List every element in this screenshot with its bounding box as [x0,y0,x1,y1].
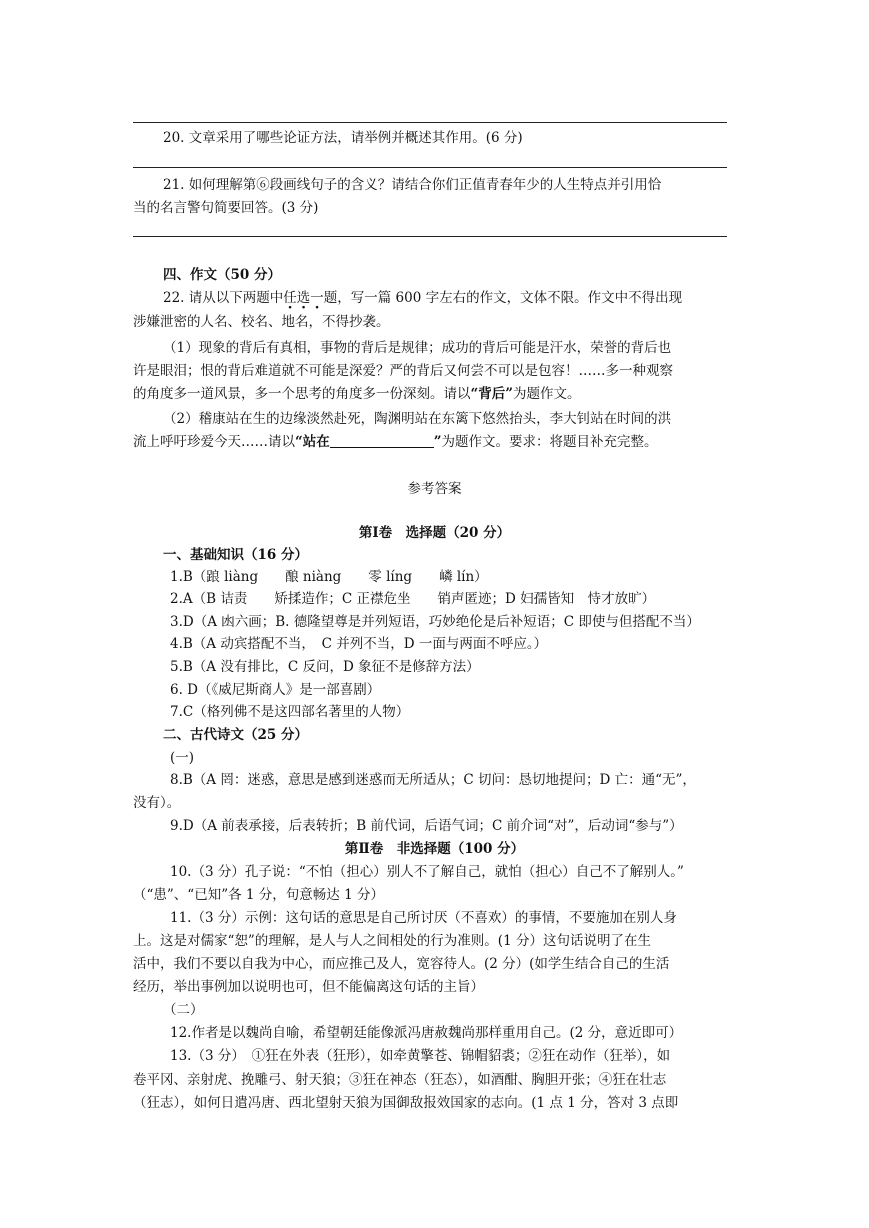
answer-line [133,122,727,123]
answer-8-line-2: 没有）。 [133,795,181,811]
answer-12: 12.作者是以魏尚自喻，希望朝廷能像派冯唐赦魏尚那样重用自己。(2 分，意近即可） [170,1025,683,1041]
answer-9: 9.D（A 前表承接，后表转折；B 前代词，后语气词；C 前介词“对”，后动词“参与”） [170,818,683,834]
answer-4: 4.B（A 动宾搭配不当， C 并列不当，D 一面与两面不呼应。） [170,636,548,652]
option-1-line-1: （1）现象的背后有真相，事物的背后是规律；成功的背后可能是汗水，荣誉的背后也 [163,340,672,356]
opt2-text-d: 为题作文。要求：将题目补充完整。 [441,434,658,450]
subsection-1: (一) [170,750,195,766]
volume-1-title: 第Ⅰ卷 选择题（20 分） [358,525,511,541]
answer-2: 2.A（B 诘责 矫揉造作；C 正襟危坐 销声匿迹；D 妇孺皆知 恃才放旷） [170,591,656,607]
answer-11-line-2: 上。这是对儒家“恕”的理解，是人与人之间相处的行为准则。(1 分）这句话说明了在生 [133,933,651,949]
part-1-heading: 一、基础知识（16 分） [163,547,308,563]
subsection-2: （二） [163,1002,204,1018]
topic-title-close-quote: ” [433,434,442,450]
answer-11-line-4: 经历，举出事例加以说明也可，但不能偏离这句话的主旨） [133,979,484,995]
answer-key-title: 参考答案 [407,481,462,497]
question-21-line-1: 21. 如何理解第⑥段画线句子的含义？请结合你们正值青春年少的人生特点并引用恰 [163,177,662,193]
option-1-line-2: 许是眼泪；恨的背后难道就不可能是深爱？严的背后又何尝不可以是包容！……多一种观察 [133,363,673,379]
answer-13-line-2: 卷平冈、亲射虎、挽雕弓、射天狼；③狂在神态（狂态），如酒酣、胸胆开张；④狂在壮志 [133,1072,667,1088]
answer-6: 6. D（《威尼斯商人》是一部喜剧） [170,682,381,698]
option-1-line-3 [133,385,581,403]
question-21-line-2: 当的名言警句简要回答。(3 分) [133,200,319,216]
answer-5: 5.B（A 没有排比，C 反问，D 象征不是修辞方法） [170,659,480,675]
answer-13-line-1: 13.（3 分） ①狂在外表（狂形），如牵黄擎苍、锦帽貂裘；②狂在动作（狂举），如 [170,1048,671,1064]
answer-8-line-1: 8.B（A 罔：迷惑，意思是感到迷惑而无所适从；C 切问：恳切地提问；D 亡：通“无”， [170,772,696,788]
emphasis-char: 选 [296,290,311,306]
topic-title-zhanzai: “站在 [295,434,330,450]
option-2-line-1: （2）稽康站在生的边缘淡然赴死，陶渊明站在东篱下悠然抬头，李大钊站在时间的洪 [163,411,672,427]
answer-11-line-1: 11.（3 分）示例：这句话的意思是自己所讨厌（不喜欢）的事情，不要施加在别人身 [170,910,677,926]
volume-2-title: 第Ⅱ卷 非选择题（100 分） [344,841,525,857]
opt2-text-a: 流上呼吁珍爱今天……请以 [133,434,295,450]
question-20: 20. 文章采用了哪些论证方法，请举例并概述其作用。(6 分) [163,130,523,146]
question-22-line-1 [163,289,682,307]
answer-13-line-3: （狂志），如何日遣冯唐、西北望射天狼为国御敌报效国家的志向。(1 点 1 分，答对 3 点即 [133,1095,679,1111]
answer-line [133,236,727,237]
answer-10-line-1: 10.（3 分）孔子说：“不怕（担心）别人不了解自己，就怕（担心）自己不了解别人。” [170,864,684,880]
answer-line [133,167,727,168]
answer-10-line-2: （“患”、“已知”各 1 分，句意畅达 1 分） [133,887,384,903]
answer-3: 3.D（A 凼六画；B. 德隆望尊是并列短语，巧妙绝伦是后补短语；C 即使与但搭配不当） [170,614,700,630]
q22-text-a: 22. 请从以下两题中 [163,290,284,306]
emphasis-char: 一 [310,290,324,306]
question-22-line-2: 涉嫌泄密的人名、校名、地名，不得抄袭。 [133,314,390,330]
answer-11-line-3: 活中，我们不要以自我为中心，而应推己及人，宽容待人。(2 分）(如学生结合自己的生活 [133,956,670,972]
section-heading-composition: 四、作文（50 分） [163,267,281,283]
topic-title-beihou: “背后” [470,386,514,402]
opt1-text-a: 的角度多一道风景，多一个思考的角度多一份深刻。请以 [133,386,471,402]
fill-in-blank [330,433,434,448]
q22-text-b: 题，写一篇 600 字左右的作文，文体不限。作文中不得出现 [323,290,683,306]
answer-7: 7.C（格列佛不是这四部名著里的人物） [170,704,410,720]
option-2-line-2 [133,433,658,451]
part-2-heading: 二、古代诗文（25 分） [163,727,308,743]
emphasis-char: 任 [283,290,297,306]
opt1-text-c: 为题作文。 [513,386,581,402]
answer-1: 1.B（踉 liàng 酿 niàng 零 líng 嶙 lín） [170,569,488,585]
